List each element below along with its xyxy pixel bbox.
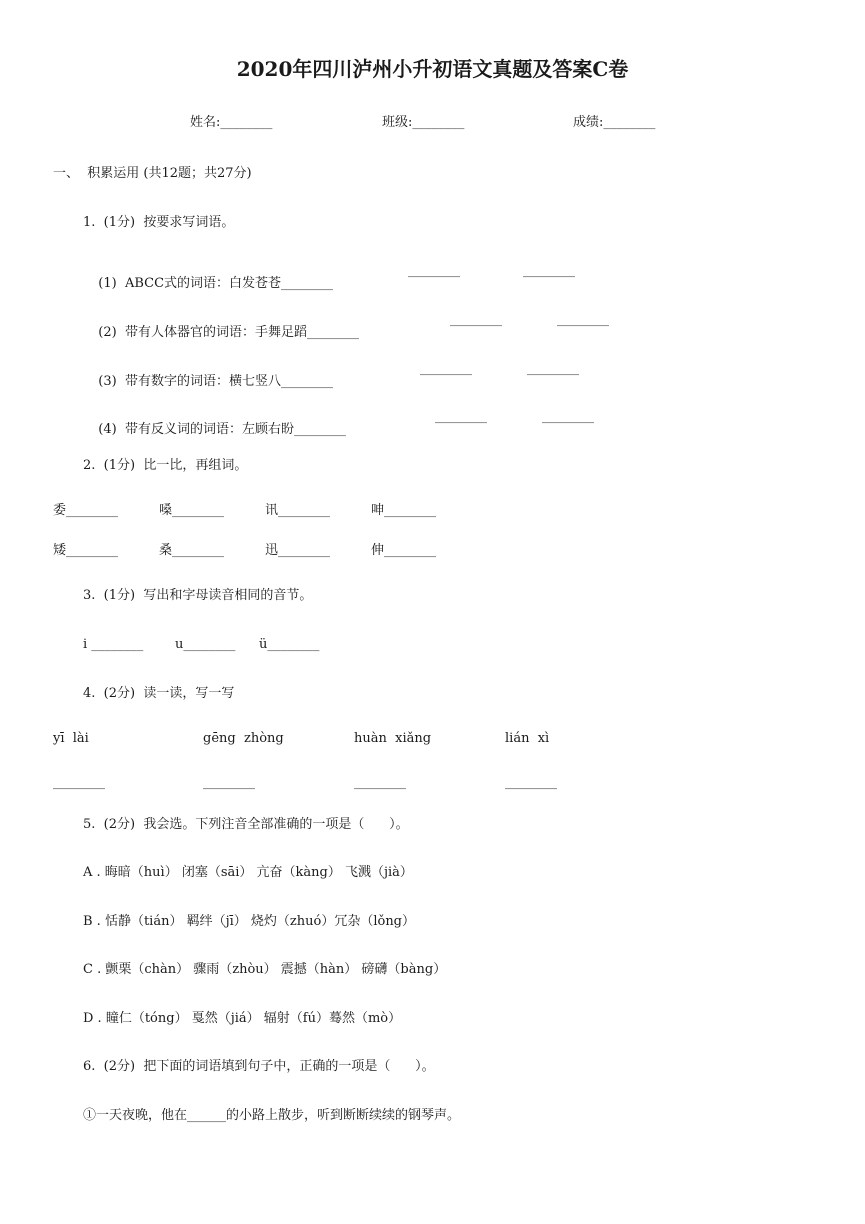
question-1-item — [90, 313, 359, 339]
question-1-stem: 1. (1分) 按要求写词语。 — [83, 215, 235, 230]
word-compare-item[interactable]: 呻________ — [371, 503, 437, 518]
item-label: (3) 带有数字的词语：横七竖八________ — [98, 374, 333, 389]
word-compare-item[interactable]: 矮________ — [53, 543, 119, 558]
item-label: (2) 带有人体器官的词语：手舞足蹈________ — [98, 325, 359, 340]
choice-option-b[interactable]: B . 恬静（tián） 羁绊（jī） 烧灼（zhuó）冗杂（lǒng） — [83, 914, 416, 929]
question-1-item — [90, 410, 346, 436]
pinyin-prompt: huàn xiǎng — [354, 731, 432, 746]
answer-blank[interactable]: ________ — [450, 312, 502, 327]
answer-blank[interactable]: ________ — [354, 775, 406, 790]
section-heading: 一、 积累运用 (共12题；共27分) — [53, 166, 252, 181]
answer-blank[interactable]: ________ — [408, 263, 460, 278]
word-compare-item[interactable]: 嗓________ — [159, 503, 225, 518]
choice-option-d[interactable]: D . 瞳仁（tóng） 戛然（jiá） 辐射（fú）蓦然（mò） — [83, 1011, 402, 1026]
pinyin-prompt: yī lài — [53, 731, 89, 746]
word-compare-item[interactable]: 桑________ — [159, 543, 225, 558]
answer-blank[interactable]: ________ — [505, 775, 557, 790]
word-compare-item[interactable]: 伸________ — [371, 543, 437, 558]
syllable-blank[interactable]: u________ — [175, 637, 236, 652]
question-5-stem: 5. (2分) 我会选。下列注音全部准确的一项是（ ）。 — [83, 817, 409, 832]
item-label: (4) 带有反义词的词语：左顾右盼________ — [98, 422, 346, 437]
answer-blank[interactable]: ________ — [203, 775, 255, 790]
word-compare-item[interactable]: 委________ — [53, 503, 119, 518]
answer-blank[interactable]: ________ — [527, 361, 579, 376]
question-6-stem: 6. (2分) 把下面的词语填到句子中，正确的一项是（ ）。 — [83, 1059, 435, 1074]
question-3-stem: 3. (1分) 写出和字母读音相同的音节。 — [83, 588, 313, 603]
answer-blank[interactable]: ________ — [542, 409, 594, 424]
pinyin-prompt: lián xì — [505, 731, 550, 746]
answer-blank[interactable]: ________ — [435, 409, 487, 424]
choice-option-a[interactable]: A . 晦暗（huì） 闭塞（sāi） 亢奋（kàng） 飞溅（jià） — [83, 865, 413, 880]
answer-blank[interactable]: ________ — [523, 263, 575, 278]
answer-blank[interactable]: ________ — [420, 361, 472, 376]
item-label: (1) ABCC式的词语：白发苍苍________ — [98, 276, 334, 291]
question-4-stem: 4. (2分) 读一读，写一写 — [83, 686, 235, 701]
fill-sentence: ①一天夜晚，他在______的小路上散步，听到断断续续的钢琴声。 — [83, 1108, 461, 1123]
answer-blank[interactable]: ________ — [53, 775, 105, 790]
syllable-blank[interactable]: ü________ — [259, 637, 320, 652]
word-compare-item[interactable]: 迅________ — [265, 543, 331, 558]
question-2-stem: 2. (1分) 比一比，再组词。 — [83, 458, 248, 473]
class-field-label: 班级:________ — [382, 115, 465, 130]
question-1-item — [90, 362, 333, 388]
pinyin-prompt: gēng zhòng — [203, 731, 284, 746]
syllable-blank[interactable]: i ________ — [83, 637, 144, 652]
answer-blank[interactable]: ________ — [557, 312, 609, 327]
score-field-label: 成绩:________ — [573, 115, 656, 130]
name-field-label: 姓名:________ — [190, 115, 273, 130]
word-compare-item[interactable]: 讯________ — [265, 503, 331, 518]
page-title: 2020年四川泸州小升初语文真题及答案C卷 — [236, 57, 629, 81]
choice-option-c[interactable]: C . 颤栗（chàn） 骤雨（zhòu） 震撼（hàn） 磅礴（bàng） — [83, 962, 447, 977]
question-1-item — [90, 264, 333, 290]
